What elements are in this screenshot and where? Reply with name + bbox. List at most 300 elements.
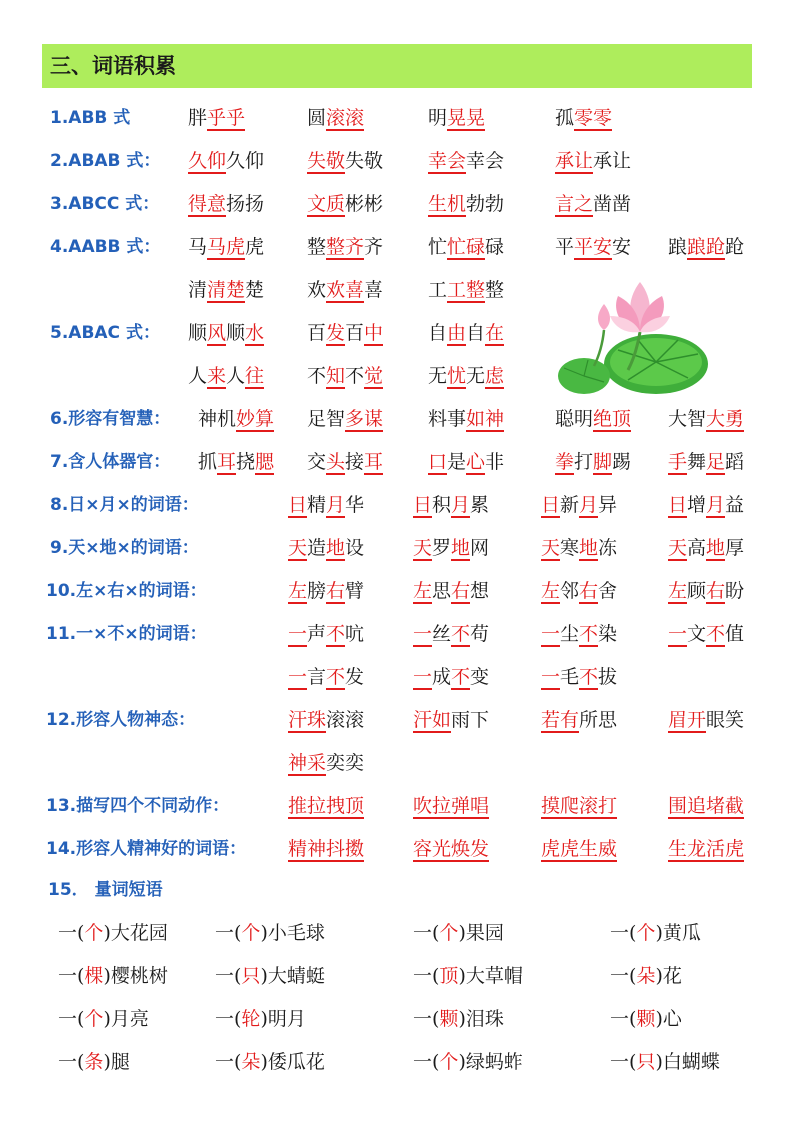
plain-chars: 吭 [345,623,365,645]
phrase-prefix: 一( [610,922,637,944]
highlighted-chars: 风 [207,322,227,344]
idiom-word [413,533,489,563]
highlighted-chars: 一 [413,623,433,645]
highlighted-chars: 一 [288,623,308,645]
plain-chars: 踢 [612,451,632,473]
measure-word: 个 [636,922,656,944]
plain-chars: 圆 [307,107,327,129]
plain-chars: 安 [612,236,632,258]
plain-chars: 胖 [188,107,208,129]
plain-chars: 抓 [198,451,218,473]
idiom-word [555,232,631,262]
plain-chars: 文 [687,623,707,645]
measure-word: 个 [439,1051,459,1073]
phrase-prefix: 一( [413,1008,440,1030]
plain-chars: 毛 [560,666,580,688]
plain-chars: 成 [432,666,452,688]
idiom-word [307,404,383,434]
plain-chars: 大智 [668,408,707,430]
plain-chars: 新 [560,494,580,516]
highlighted-chars: 摸爬滚打 [541,795,618,817]
highlighted-chars: 月 [579,494,599,516]
plain-chars: 整 [485,279,505,301]
idiom-word [288,490,364,520]
highlighted-chars: 不 [326,666,346,688]
plain-chars: 自 [466,322,486,344]
phrase-noun: )花 [655,965,682,987]
measure-word-phrase [610,1047,720,1077]
highlighted-chars: 地 [706,537,726,559]
plain-chars: 承让 [593,150,632,172]
highlighted-chars: 心 [466,451,486,473]
highlighted-chars: 日 [413,494,433,516]
highlighted-chars: 来 [207,365,227,387]
category-label: 4.AABB 式： [50,237,161,257]
highlighted-chars: 足 [706,451,726,473]
category-label: 8.日×月×的词语： [50,495,199,515]
highlighted-chars: 脚 [593,451,613,473]
highlighted-chars: 左 [413,580,433,602]
highlighted-chars: 月 [326,494,346,516]
phrase-noun: )绿蚂蚱 [458,1051,523,1073]
measure-word-phrase [413,1004,504,1034]
highlighted-chars: 承让 [555,150,594,172]
phrase-noun: )心 [655,1008,682,1030]
idiom-word [555,404,631,434]
plain-chars: 寒 [560,537,580,559]
measure-word-phrase [413,1047,523,1077]
idiom-word [288,705,364,735]
idiom-word [188,146,264,176]
vocab-row [0,619,800,649]
measure-word: 只 [636,1051,656,1073]
highlighted-chars: 汗如 [413,709,452,731]
plain-chars: 忙 [428,236,448,258]
plain-chars: 孤 [555,107,575,129]
highlighted-chars: 生龙活虎 [668,838,745,860]
category-label: 9.天×地×的词语： [50,538,199,558]
idiom-word [188,275,264,305]
highlighted-chars: 天 [541,537,561,559]
highlighted-chars: 忧 [447,365,467,387]
highlighted-chars: 虎虎生威 [541,838,618,860]
highlighted-chars: 得意 [188,193,227,215]
highlighted-chars: 乎乎 [207,107,246,129]
highlighted-chars: 口 [428,451,448,473]
idiom-word [288,619,364,649]
measure-word-phrase [610,961,682,991]
highlighted-chars: 欢喜 [326,279,365,301]
plain-chars: 人 [188,365,208,387]
measure-word-row [0,918,800,948]
idiom-word [188,103,245,133]
idiom-word [668,404,744,434]
idiom-word [307,318,383,348]
highlighted-chars: 拳 [555,451,575,473]
plain-chars: 臂 [345,580,365,602]
highlighted-chars: 地 [326,537,346,559]
plain-chars: 造 [307,537,327,559]
plain-chars: 喜 [364,279,384,301]
vocab-row [0,875,800,905]
idiom-word [307,447,383,477]
plain-chars: 明 [428,107,448,129]
measure-word-phrase [58,918,168,948]
measure-word-phrase [610,918,701,948]
plain-chars: 百 [307,322,327,344]
plain-chars: 顺 [226,322,246,344]
highlighted-chars: 不 [579,666,599,688]
measure-word-row [0,1004,800,1034]
phrase-noun: )泪珠 [458,1008,504,1030]
vocab-row [0,748,800,778]
idiom-word [668,447,744,477]
plain-chars: 思 [432,580,452,602]
idiom-word [307,146,383,176]
highlighted-chars: 右 [706,580,726,602]
highlighted-chars: 一 [288,666,308,688]
vocab-row [0,533,800,563]
plain-chars: 接 [345,451,365,473]
measure-word: 个 [439,922,459,944]
measure-word: 朵 [636,965,656,987]
plain-chars: 非 [485,451,505,473]
highlighted-chars: 由 [447,322,467,344]
measure-word-phrase [413,961,523,991]
plain-chars: 无 [428,365,448,387]
phrase-noun: )大蜻蜓 [260,965,325,987]
highlighted-chars: 工整 [447,279,486,301]
highlighted-chars: 地 [451,537,471,559]
category-label: 11.一×不×的词语： [46,624,207,644]
highlighted-chars: 大勇 [706,408,745,430]
idiom-word [288,533,364,563]
phrase-prefix: 一( [215,922,242,944]
highlighted-chars: 忙碌 [447,236,486,258]
plain-chars: 清 [188,279,208,301]
plain-chars: 言 [307,666,327,688]
highlighted-chars: 右 [579,580,599,602]
highlighted-chars: 言之 [555,193,594,215]
idiom-word [668,232,744,262]
phrase-noun: )大花园 [103,922,168,944]
plain-chars: 交 [307,451,327,473]
plain-chars: 挠 [236,451,256,473]
plain-chars: 工 [428,279,448,301]
highlighted-chars: 月 [451,494,471,516]
measure-word: 条 [84,1051,104,1073]
measure-word-row [0,1047,800,1077]
highlighted-chars: 不 [326,623,346,645]
highlighted-chars: 发 [326,322,346,344]
measure-word-row [0,961,800,991]
idiom-word [198,404,274,434]
plain-chars: 扬扬 [226,193,265,215]
plain-chars: 不 [307,365,327,387]
phrase-prefix: 一( [610,1051,637,1073]
plain-chars: 蹈 [725,451,745,473]
vocab-row [0,791,800,821]
measure-word: 个 [84,1008,104,1030]
idiom-word [188,318,264,348]
plain-chars: 久仰 [226,150,265,172]
plain-chars: 齐 [364,236,384,258]
highlighted-chars: 幸会 [428,150,467,172]
vocab-row [0,103,800,133]
measure-word-phrase [215,1004,306,1034]
plain-chars: 网 [470,537,490,559]
plain-chars: 奕奕 [326,752,365,774]
vocab-row [0,189,800,219]
highlighted-chars: 生机 [428,193,467,215]
measure-word-phrase [58,961,168,991]
highlighted-chars: 不 [451,623,471,645]
vocab-row [0,490,800,520]
plain-chars: 想 [470,580,490,602]
highlighted-chars: 容光焕发 [413,838,490,860]
phrase-prefix: 一( [215,1051,242,1073]
plain-chars: 苟 [470,623,490,645]
idiom-word [188,232,264,262]
plain-chars: 舞 [687,451,707,473]
measure-word: 个 [241,922,261,944]
section-title: 三、词语积累 [42,44,752,88]
plain-chars: 自 [428,322,448,344]
plain-chars: 无 [466,365,486,387]
measure-word: 个 [84,922,104,944]
plain-chars: 华 [345,494,365,516]
highlighted-chars: 平安 [574,236,613,258]
highlighted-chars: 零零 [574,107,613,129]
vocab-row [0,705,800,735]
plain-chars: 罗 [432,537,452,559]
highlighted-chars: 左 [288,580,308,602]
idiom-word [555,189,631,219]
highlighted-chars: 若有 [541,709,580,731]
measure-word: 颗 [636,1008,656,1030]
idiom-word [428,189,504,219]
idiom-word [541,834,617,864]
highlighted-chars: 眉开 [668,709,707,731]
idiom-word [188,361,264,391]
plain-chars: 凿凿 [593,193,632,215]
plain-chars: 马 [188,236,208,258]
plain-chars: 累 [470,494,490,516]
plain-chars: 聪明 [555,408,594,430]
plain-chars: 勃勃 [466,193,505,215]
plain-chars: 滚滚 [326,709,365,731]
highlighted-chars: 头 [326,451,346,473]
highlighted-chars: 手 [668,451,688,473]
plain-chars: 失敬 [345,150,384,172]
phrase-noun: )腿 [103,1051,130,1073]
phrase-noun: )果园 [458,922,504,944]
phrase-prefix: 一( [413,965,440,987]
highlighted-chars: 月 [706,494,726,516]
idiom-word [555,146,631,176]
idiom-word [668,533,744,563]
category-label: 3.ABCC 式： [50,194,160,214]
highlighted-chars: 左 [541,580,561,602]
idiom-word [307,361,383,391]
measure-word: 颗 [439,1008,459,1030]
plain-chars: 异 [598,494,618,516]
phrase-prefix: 一( [413,922,440,944]
highlighted-chars: 如神 [466,408,505,430]
highlighted-chars: 不 [451,666,471,688]
plain-chars: 发 [345,666,365,688]
idiom-word [428,404,504,434]
phrase-prefix: 一( [610,1008,637,1030]
plain-chars: 冻 [598,537,618,559]
measure-word-phrase [215,961,325,991]
idiom-word [413,662,489,692]
highlighted-chars: 往 [245,365,265,387]
highlighted-chars: 一 [541,623,561,645]
highlighted-chars: 马虎 [207,236,246,258]
plain-chars: 厚 [725,537,745,559]
idiom-word [428,146,504,176]
highlighted-chars: 久仰 [188,150,227,172]
highlighted-chars: 绝顶 [593,408,632,430]
highlighted-chars: 围追堵截 [668,795,745,817]
plain-chars: 跄 [725,236,745,258]
idiom-word [668,619,744,649]
phrase-noun: )大草帽 [458,965,523,987]
idiom-word [428,447,504,477]
vocab-row [0,146,800,176]
measure-word-phrase [215,918,325,948]
highlighted-chars: 天 [288,537,308,559]
highlighted-chars: 多谋 [345,408,384,430]
plain-chars: 所思 [579,709,618,731]
highlighted-chars: 文质 [307,193,346,215]
plain-chars: 膀 [307,580,327,602]
highlighted-chars: 虑 [485,365,505,387]
phrase-noun: )樱桃树 [103,965,168,987]
plain-chars: 雨下 [451,709,490,731]
idiom-word [413,619,489,649]
highlighted-chars: 右 [326,580,346,602]
idiom-word [541,619,617,649]
highlighted-chars: 天 [413,537,433,559]
lotus-illustration [558,270,708,398]
idiom-word [307,232,383,262]
plain-chars: 盼 [725,580,745,602]
plain-chars: 不 [345,365,365,387]
highlighted-chars: 清楚 [207,279,246,301]
highlighted-chars: 妙算 [236,408,275,430]
idiom-word [307,275,383,305]
idiom-word [541,533,617,563]
idiom-word [428,361,504,391]
idiom-word [541,705,617,735]
highlighted-chars: 右 [451,580,471,602]
phrase-prefix: 一( [58,1051,85,1073]
phrase-noun: )倭瓜花 [260,1051,325,1073]
highlighted-chars: 推拉拽顶 [288,795,365,817]
plain-chars: 人 [226,365,246,387]
idiom-word [541,576,617,606]
measure-word-phrase [610,1004,682,1034]
highlighted-chars: 在 [485,322,505,344]
plain-chars: 尘 [560,623,580,645]
measure-word: 棵 [84,965,104,987]
plain-chars: 眼笑 [706,709,745,731]
category-label: 7.含人体器官： [50,452,171,472]
vocab-row [0,232,800,262]
vocab-row [0,834,800,864]
phrase-prefix: 一( [215,965,242,987]
measure-word-phrase [58,1004,149,1034]
highlighted-chars: 日 [541,494,561,516]
plain-chars: 是 [447,451,467,473]
highlighted-chars: 地 [579,537,599,559]
vocab-row [0,576,800,606]
vocab-row [0,662,800,692]
idiom-word [541,791,617,821]
highlighted-chars: 一 [541,666,561,688]
highlighted-chars: 日 [668,494,688,516]
plain-chars: 顾 [687,580,707,602]
idiom-word [555,103,612,133]
highlighted-chars: 汗珠 [288,709,327,731]
measure-word-phrase [215,1047,325,1077]
highlighted-chars: 神采 [288,752,327,774]
plain-chars: 顺 [188,322,208,344]
idiom-word [188,189,264,219]
phrase-prefix: 一( [58,1008,85,1030]
idiom-word [428,232,504,262]
measure-word: 只 [241,965,261,987]
plain-chars: 碌 [485,236,505,258]
phrase-prefix: 一( [215,1008,242,1030]
highlighted-chars: 天 [668,537,688,559]
plain-chars: 足智 [307,408,346,430]
vocab-row [0,447,800,477]
plain-chars: 虎 [245,236,265,258]
idiom-word [413,834,489,864]
idiom-word [307,189,383,219]
phrase-prefix: 一( [610,965,637,987]
idiom-word [668,791,744,821]
idiom-word [668,576,744,606]
phrase-noun: )明月 [260,1008,306,1030]
phrase-noun: )白蝴蝶 [655,1051,720,1073]
plain-chars: 百 [345,322,365,344]
category-label: 10.左×右×的词语： [46,581,207,601]
highlighted-chars: 中 [364,322,384,344]
idiom-word [428,103,485,133]
phrase-noun: )黄瓜 [655,922,701,944]
category-label: 14.形容人精神好的词语： [46,839,247,859]
plain-chars: 丝 [432,623,452,645]
idiom-word [428,275,504,305]
vocab-row [0,404,800,434]
plain-chars: 变 [470,666,490,688]
highlighted-chars: 滚滚 [326,107,365,129]
idiom-word [428,318,504,348]
plain-chars: 打 [574,451,594,473]
highlighted-chars: 耳 [217,451,237,473]
category-label: 15． 量词短语 [48,880,163,900]
idiom-word [555,447,631,477]
highlighted-chars: 耳 [364,451,384,473]
idiom-word [288,834,364,864]
idiom-word [413,705,489,735]
idiom-word [198,447,274,477]
idiom-word [288,748,364,778]
